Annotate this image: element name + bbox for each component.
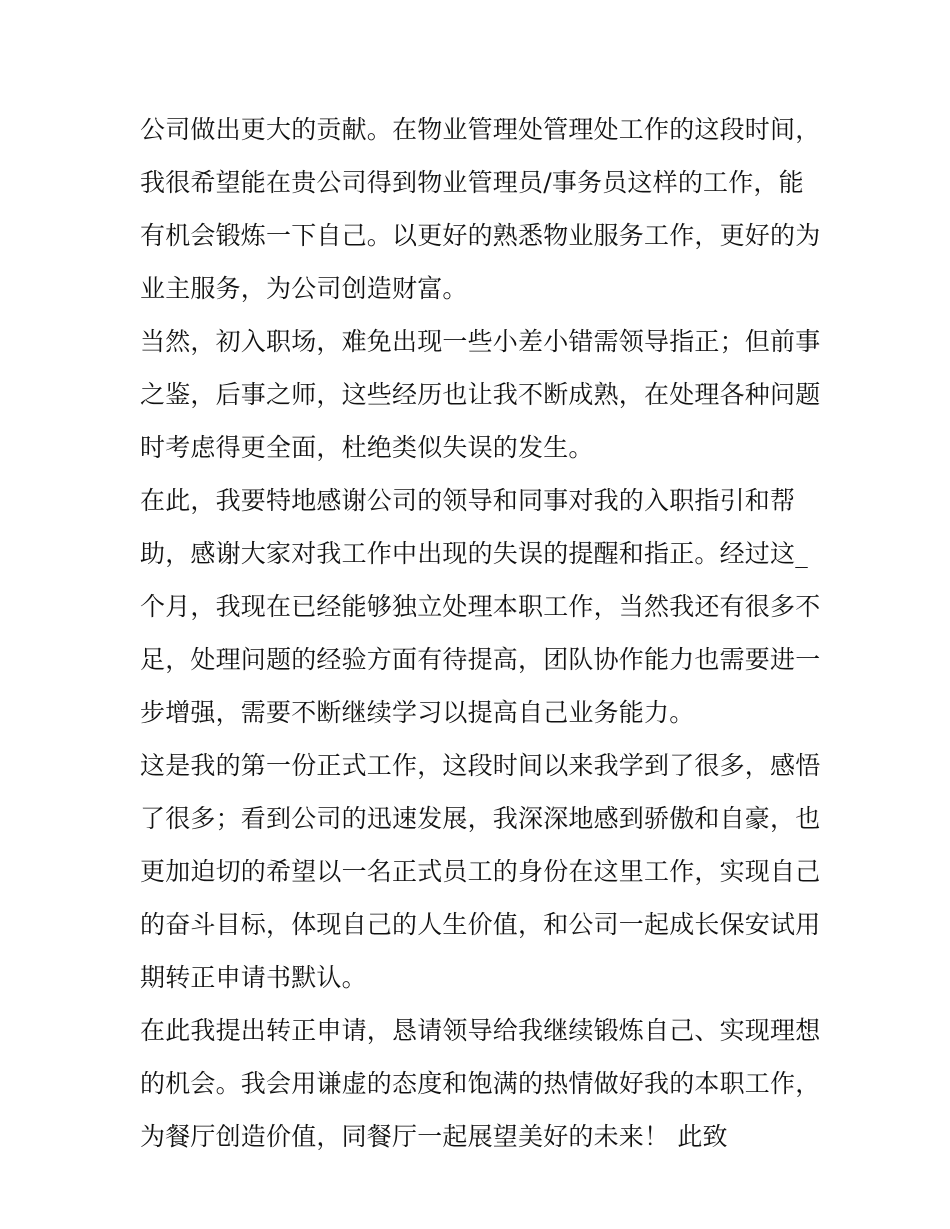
text-line-16: 的奋斗目标，体现自己的人生价值，和公司一起成长保安试用	[140, 910, 821, 939]
text-line-19: 的机会。我会用谦虚的态度和饱满的热情做好我的本职工作，	[140, 1069, 821, 1098]
text-line-18: 在此我提出转正申请，恳请领导给我继续锻炼自己、实现理想	[140, 1016, 821, 1045]
text-line-17: 期转正申请书默认。	[140, 963, 367, 992]
text-line-7: 时考虑得更全面，杜绝类似失误的发生。	[140, 433, 594, 462]
text-line-2: 我很希望能在贵公司得到物业管理员/事务员这样的工作，能	[140, 168, 804, 197]
text-line-4: 业主服务，为公司创造财富。	[140, 274, 468, 303]
text-line-20: 为餐厅创造价值，同餐厅一起展望美好的未来！ 此致	[140, 1122, 728, 1151]
text-line-9: 助，感谢大家对我工作中出现的失误的提醒和指正。经过这_	[140, 539, 808, 568]
text-line-5: 当然，初入职场，难免出现一些小差小错需领导指正；但前事	[140, 327, 821, 356]
text-line-12: 步增强，需要不断继续学习以提高自己业务能力。	[140, 698, 695, 727]
text-line-10: 个月，我现在已经能够独立处理本职工作，当然我还有很多不	[140, 592, 821, 621]
text-line-11: 足，处理问题的经验方面有待提高，团队协作能力也需要进一	[140, 645, 821, 674]
text-line-13: 这是我的第一份正式工作，这段时间以来我学到了很多，感悟	[140, 751, 821, 780]
document-body	[140, 103, 820, 1163]
text-line-8: 在此，我要特地感谢公司的领导和同事对我的入职指引和帮	[140, 486, 796, 515]
text-line-6: 之鉴，后事之师，这些经历也让我不断成熟，在处理各种问题	[140, 380, 821, 409]
text-line-15: 更加迫切的希望以一名正式员工的身份在这里工作，实现自己	[140, 857, 821, 886]
text-line-3: 有机会锻炼一下自己。以更好的熟悉物业服务工作，更好的为	[140, 221, 821, 250]
text-line-1: 公司做出更大的贡献。在物业管理处管理处工作的这段时间，	[140, 115, 821, 144]
text-line-14: 了很多；看到公司的迅速发展，我深深地感到骄傲和自豪，也	[140, 804, 821, 833]
